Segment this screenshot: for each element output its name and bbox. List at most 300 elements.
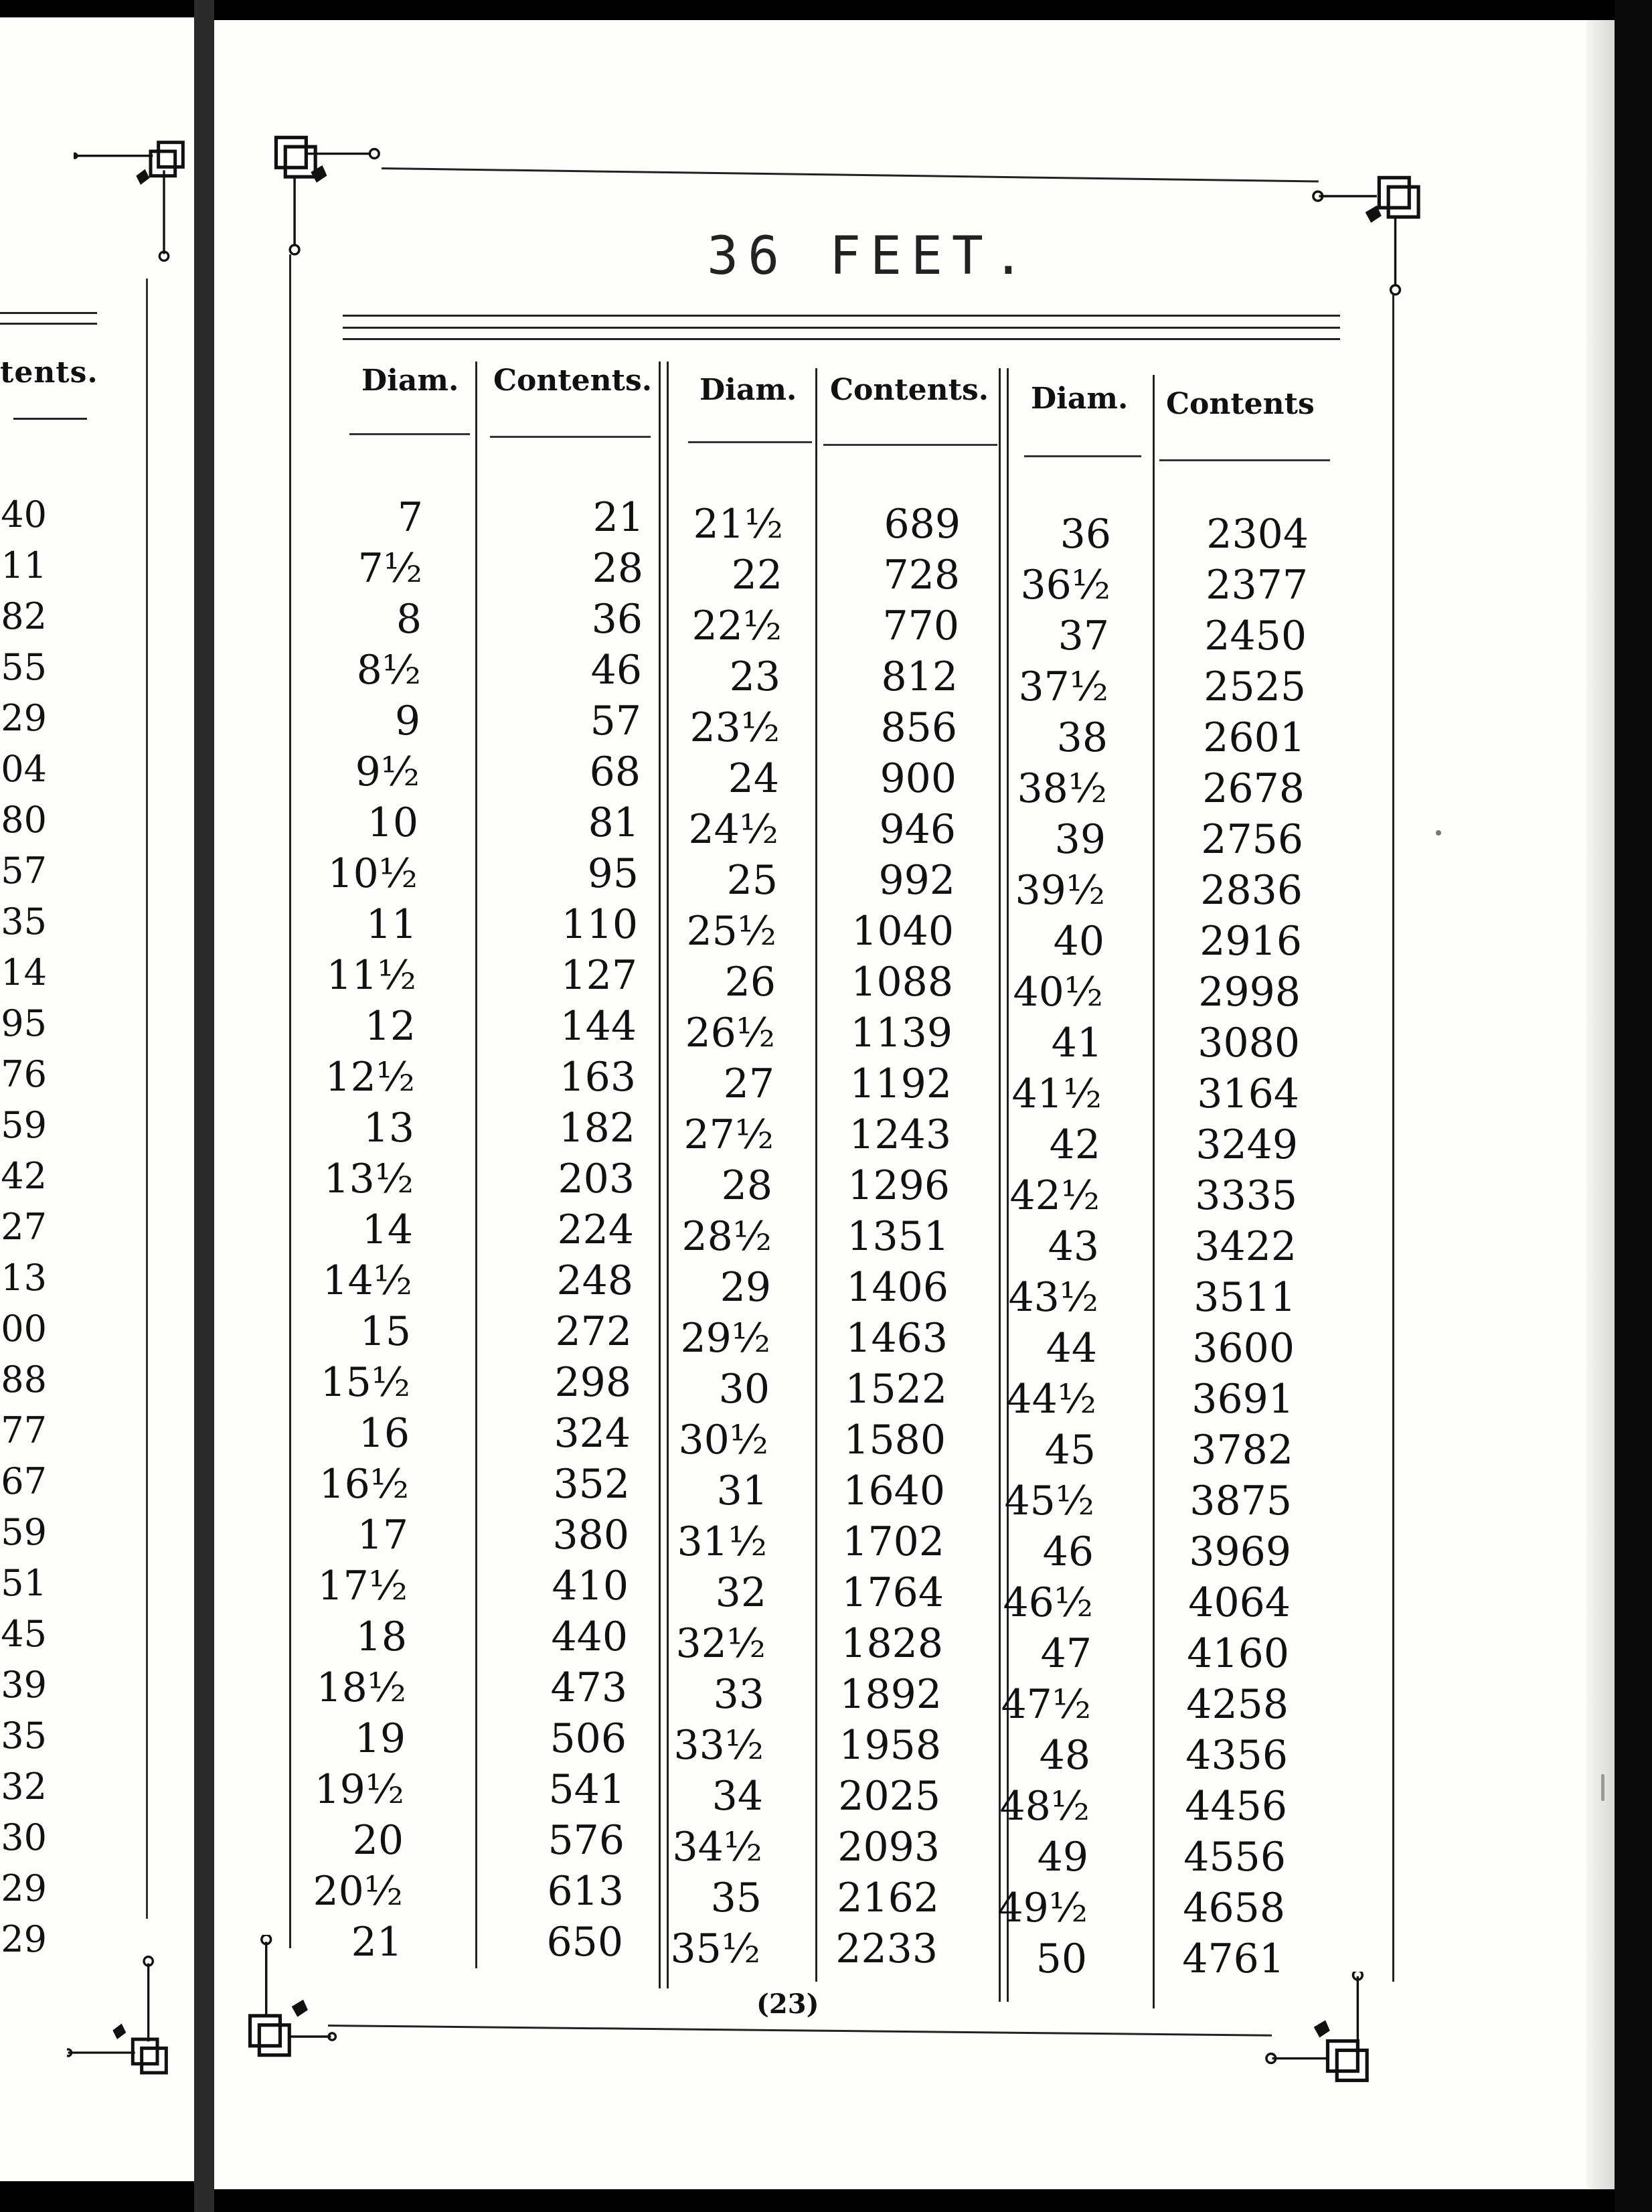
left-page-value: 80 — [1, 799, 47, 841]
contents-cell: 1243 — [849, 1111, 951, 1158]
left-page-value: 59 — [1, 1104, 47, 1146]
table-row — [1011, 611, 1325, 661]
left-page-value: 45 — [1, 1613, 47, 1655]
contents-cell: 410 — [552, 1563, 629, 1609]
scan-speck — [1436, 830, 1441, 836]
table-row — [343, 1001, 657, 1052]
diameter-cell: 38 — [1056, 714, 1108, 761]
table-row — [669, 1415, 997, 1466]
contents-cell: 3691 — [1191, 1376, 1294, 1423]
table-row — [669, 1669, 997, 1720]
page-number: (23) — [756, 1988, 819, 2020]
contents-cell: 473 — [550, 1664, 627, 1711]
contents-cell: 812 — [881, 653, 958, 700]
left-page-value: 77 — [1, 1409, 47, 1451]
left-page-value: 88 — [1, 1358, 47, 1401]
contents-cell: 46 — [590, 647, 642, 694]
left-page-value: 35 — [1, 900, 47, 943]
diameter-cell: 7 — [397, 494, 423, 541]
diameter-cell: 8 — [396, 596, 422, 643]
diameter-cell: 32½ — [675, 1620, 766, 1667]
table-rows — [313, 492, 657, 1968]
contents-cell: 3080 — [1197, 1020, 1300, 1066]
frame-left-line — [289, 254, 291, 1948]
table-row — [669, 1873, 997, 1923]
contents-cell: 2756 — [1201, 816, 1303, 863]
diameter-cell: 8½ — [356, 647, 421, 694]
table-row — [1011, 1069, 1325, 1119]
header-rule — [490, 436, 651, 438]
diameter-cell: 16½ — [319, 1461, 409, 1508]
contents-cell: 4064 — [1188, 1579, 1291, 1626]
contents-cell: 144 — [560, 1003, 637, 1050]
contents-cell: 3422 — [1194, 1223, 1297, 1270]
diameter-cell: 25 — [726, 857, 778, 904]
table-row — [1011, 1526, 1325, 1577]
table-row — [325, 1052, 657, 1103]
left-page-value: 14 — [1, 951, 47, 994]
contents-header: Contents. — [830, 373, 989, 407]
contents-cell: 57 — [590, 698, 641, 744]
left-page-value: 55 — [1, 646, 47, 688]
table-row — [669, 1262, 997, 1313]
table-row — [669, 1567, 997, 1618]
diameter-cell: 43½ — [1008, 1274, 1098, 1321]
corner-ornament-icon — [218, 1935, 338, 2062]
diameter-cell: 49½ — [997, 1885, 1088, 1931]
diameter-cell: 35 — [710, 1875, 762, 1921]
contents-cell: 1088 — [851, 959, 953, 1006]
table-row — [1011, 1221, 1325, 1272]
contents-cell: 1296 — [847, 1162, 950, 1209]
diam-header: Diam. — [361, 364, 459, 398]
table-row — [343, 492, 657, 543]
table-row — [669, 804, 997, 855]
contents-cell: 28 — [592, 545, 643, 592]
table-top-rule — [343, 327, 1340, 329]
diameter-cell: 48½ — [999, 1783, 1090, 1830]
left-page-value: 67 — [1, 1460, 47, 1502]
table-row — [669, 601, 997, 651]
diameter-cell: 23 — [729, 653, 780, 700]
left-page-value: 00 — [1, 1308, 47, 1350]
left-page-value: 76 — [1, 1053, 47, 1095]
table-row — [997, 1883, 1325, 1933]
contents-cell: 1040 — [851, 908, 954, 955]
diameter-cell: 37 — [1058, 613, 1109, 659]
diameter-cell: 15½ — [320, 1359, 410, 1406]
contents-cell: 298 — [554, 1359, 631, 1406]
contents-cell: 2162 — [837, 1875, 939, 1921]
table-top-rule — [343, 315, 1340, 317]
table-row — [1011, 560, 1325, 611]
header-rule — [1024, 455, 1141, 457]
table-row — [669, 1618, 997, 1669]
left-page-value: 13 — [1, 1257, 47, 1299]
table-row — [343, 1611, 657, 1662]
diameter-cell: 43 — [1048, 1223, 1099, 1270]
diameter-cell: 29½ — [680, 1315, 770, 1362]
diameter-cell: 19 — [354, 1715, 406, 1762]
contents-cell: 1522 — [845, 1366, 947, 1413]
diameter-cell: 24½ — [688, 806, 778, 853]
left-page-value: 27 — [1, 1206, 47, 1248]
table-row — [669, 1771, 997, 1822]
table-row — [319, 1459, 657, 1510]
table-row — [343, 645, 657, 696]
left-page — [0, 17, 194, 2181]
contents-cell: 203 — [558, 1156, 635, 1202]
diameter-cell: 42½ — [1009, 1172, 1100, 1219]
diameter-cell: 27 — [723, 1060, 774, 1107]
frame-right-line — [1392, 295, 1394, 1982]
diameter-cell: 12½ — [325, 1054, 415, 1101]
diameter-cell: 45 — [1044, 1427, 1096, 1474]
contents-cell: 324 — [554, 1410, 631, 1457]
contents-cell: 4556 — [1183, 1834, 1286, 1881]
table-row — [1001, 1679, 1325, 1730]
diameter-cell: 13 — [363, 1105, 414, 1152]
contents-cell: 4258 — [1186, 1681, 1289, 1728]
diameter-cell: 30½ — [678, 1417, 768, 1464]
diameter-cell: 31 — [716, 1468, 768, 1514]
contents-cell: 2678 — [1202, 765, 1305, 812]
table-row — [343, 543, 657, 594]
table-rows — [997, 509, 1325, 1984]
left-page-rule — [13, 418, 87, 420]
contents-cell: 1463 — [845, 1315, 948, 1362]
diameter-cell: 48 — [1039, 1732, 1090, 1779]
table-row — [1011, 1170, 1325, 1221]
contents-cell: 163 — [559, 1054, 636, 1101]
contents-cell: 4160 — [1187, 1630, 1289, 1677]
contents-cell: 182 — [558, 1105, 635, 1152]
left-page-value: 82 — [1, 595, 47, 637]
contents-cell: 1958 — [839, 1722, 941, 1769]
diameter-cell: 47 — [1040, 1630, 1092, 1677]
table-row — [343, 696, 657, 746]
table-row — [1011, 1425, 1325, 1476]
diameter-cell: 33 — [713, 1671, 764, 1718]
contents-cell: 3511 — [1193, 1274, 1296, 1321]
table-row — [669, 1160, 997, 1211]
contents-cell: 2093 — [837, 1824, 940, 1871]
contents-cell: 2377 — [1206, 562, 1308, 609]
diameter-cell: 13½ — [323, 1156, 414, 1202]
table-row — [313, 1866, 657, 1917]
diameter-cell: 50 — [1036, 1936, 1087, 1982]
contents-cell: 224 — [557, 1206, 634, 1253]
diameter-cell: 36½ — [1020, 562, 1110, 609]
diameter-cell: 42 — [1049, 1121, 1100, 1168]
table-column-group — [313, 348, 664, 1995]
table-row — [327, 848, 657, 899]
diameter-cell: 23½ — [689, 704, 780, 751]
table-row — [669, 957, 997, 1008]
table-row — [669, 1923, 997, 1974]
diameter-cell: 11 — [365, 901, 417, 948]
contents-cell: 352 — [553, 1461, 630, 1508]
contents-cell: 770 — [882, 603, 959, 649]
diameter-cell: 19½ — [314, 1766, 404, 1813]
left-page-frame-line — [146, 279, 148, 1919]
table-row — [1011, 1018, 1325, 1069]
diameter-cell: 18½ — [316, 1664, 406, 1711]
table-row — [1011, 1832, 1325, 1883]
table-row — [314, 1764, 657, 1815]
table-row — [669, 1720, 997, 1771]
contents-cell: 272 — [555, 1308, 632, 1355]
table-row — [1011, 916, 1325, 967]
corner-ornament-icon — [74, 131, 187, 265]
header-rule — [823, 444, 997, 446]
table-row — [669, 1058, 997, 1109]
contents-cell: 3164 — [1197, 1071, 1299, 1117]
table-row — [343, 1713, 657, 1764]
left-page-value: 11 — [1, 544, 47, 586]
corner-ornament-icon — [1312, 171, 1432, 298]
diameter-cell: 12 — [364, 1003, 416, 1050]
diameter-cell: 32 — [715, 1569, 766, 1616]
left-page-value: 30 — [1, 1816, 47, 1859]
page-edge — [1586, 20, 1615, 2189]
diameter-cell: 16 — [358, 1410, 410, 1457]
table-row — [669, 753, 997, 804]
column-divider — [667, 362, 669, 1988]
diameter-cell: 47½ — [1001, 1681, 1091, 1728]
table-column-group — [997, 348, 1339, 1995]
table-row — [1011, 967, 1325, 1018]
contents-cell: 856 — [880, 704, 957, 751]
contents-cell: 380 — [552, 1512, 629, 1559]
table-top-rule — [343, 338, 1340, 340]
contents-cell: 1764 — [841, 1569, 944, 1616]
contents-cell: 2450 — [1204, 613, 1307, 659]
contents-cell: 1351 — [847, 1213, 949, 1260]
contents-cell: 4761 — [1182, 1936, 1285, 1982]
diameter-cell: 28½ — [681, 1213, 772, 1260]
table-row — [1006, 1374, 1325, 1425]
contents-cell: 2998 — [1198, 969, 1301, 1016]
left-page-value: 29 — [1, 1867, 47, 1909]
contents-cell: 2916 — [1200, 918, 1302, 965]
contents-cell: 248 — [556, 1257, 633, 1304]
diameter-cell: 29 — [720, 1264, 771, 1311]
book-spine — [194, 0, 214, 2212]
diameter-cell: 9 — [394, 698, 420, 744]
contents-cell: 81 — [588, 799, 639, 846]
diameter-cell: 20 — [352, 1817, 404, 1864]
diameter-cell: 27½ — [683, 1111, 774, 1158]
contents-cell: 440 — [551, 1613, 628, 1660]
contents-cell: 2233 — [835, 1925, 938, 1972]
contents-cell: 506 — [550, 1715, 627, 1762]
contents-cell: 4356 — [1185, 1732, 1288, 1779]
diameter-cell: 38½ — [1017, 765, 1107, 812]
diameter-cell: 21 — [351, 1919, 402, 1966]
table-row — [669, 1516, 997, 1567]
table-row — [322, 1255, 657, 1306]
diameter-cell: 14 — [361, 1206, 413, 1253]
diameter-cell: 37½ — [1018, 663, 1108, 710]
diameter-cell: 30 — [718, 1366, 770, 1413]
contents-cell: 1892 — [839, 1671, 942, 1718]
table-row — [343, 1306, 657, 1357]
diameter-cell: 9½ — [355, 748, 420, 795]
diameter-cell: 11½ — [326, 952, 416, 999]
diameter-cell: 44 — [1046, 1325, 1097, 1372]
table-row — [326, 950, 657, 1001]
left-page-value: 42 — [1, 1155, 47, 1197]
table-row — [669, 1466, 997, 1516]
table-row — [343, 1408, 657, 1459]
left-page-value: 29 — [1, 697, 47, 739]
left-page-value: 39 — [1, 1664, 47, 1706]
diameter-cell: 17½ — [317, 1563, 408, 1609]
contents-cell: 1139 — [850, 1010, 953, 1056]
diameter-cell: 26½ — [685, 1010, 775, 1056]
contents-cell: 1406 — [846, 1264, 948, 1311]
table-row — [343, 1103, 657, 1154]
table-row — [1011, 1628, 1325, 1679]
contents-cell: 36 — [591, 596, 643, 643]
left-page-value: 40 — [1, 493, 47, 536]
left-page-value: 51 — [1, 1562, 47, 1604]
contents-cell: 2304 — [1206, 511, 1309, 558]
diameter-cell: 26 — [724, 959, 776, 1006]
diameter-cell: 45½ — [1004, 1478, 1094, 1524]
table-row — [669, 1364, 997, 1415]
table-row — [1011, 661, 1325, 712]
contents-cell: 728 — [883, 552, 960, 599]
column-divider — [659, 362, 661, 1988]
contents-cell: 4456 — [1185, 1783, 1287, 1830]
contents-cell: 1702 — [842, 1518, 944, 1565]
table-row — [1011, 763, 1325, 814]
table-row — [323, 1154, 657, 1204]
contents-cell: 946 — [879, 806, 956, 853]
table-row — [669, 1822, 997, 1873]
contents-cell: 900 — [880, 755, 957, 802]
diameter-cell: 21½ — [693, 501, 783, 548]
table-row — [669, 1008, 997, 1058]
diameter-cell: 18 — [355, 1613, 407, 1660]
table-rows — [669, 499, 997, 1974]
table-row — [343, 746, 657, 797]
table-row — [343, 797, 657, 848]
table-row — [343, 899, 657, 950]
table-row — [1011, 1933, 1325, 1984]
left-page-rule — [0, 323, 97, 325]
contents-cell: 689 — [884, 501, 961, 548]
left-page-value: 29 — [1, 1918, 47, 1960]
header-rule — [1159, 459, 1330, 461]
diameter-cell: 33½ — [673, 1722, 764, 1769]
table-row — [343, 1917, 657, 1968]
diameter-cell: 35½ — [670, 1925, 760, 1972]
corner-ornament-icon — [264, 131, 385, 258]
diameter-cell: 15 — [359, 1308, 411, 1355]
diameter-cell: 44½ — [1006, 1376, 1096, 1423]
contents-cell: 3969 — [1189, 1528, 1291, 1575]
contents-cell: 1640 — [843, 1468, 945, 1514]
diameter-cell: 31½ — [677, 1518, 767, 1565]
scan-speck — [1601, 1774, 1604, 1801]
table-row — [317, 1561, 657, 1611]
diameter-cell: 10½ — [327, 850, 418, 897]
contents-cell: 613 — [547, 1868, 624, 1915]
diameter-cell: 39½ — [1015, 867, 1105, 914]
left-page-value: 04 — [1, 748, 47, 790]
table-row — [1011, 1323, 1325, 1374]
diameter-cell: 24 — [728, 755, 779, 802]
diameter-cell: 22 — [731, 552, 782, 599]
diameter-cell: 39 — [1054, 816, 1106, 863]
contents-cell: 68 — [589, 748, 641, 795]
diameter-cell: 10 — [367, 799, 418, 846]
diameter-cell: 17 — [357, 1512, 408, 1559]
diameter-cell: 14½ — [322, 1257, 412, 1304]
column-divider — [999, 368, 1001, 2002]
table-row — [1008, 1272, 1325, 1323]
contents-cell: 127 — [560, 952, 637, 999]
contents-cell: 2836 — [1200, 867, 1303, 914]
diameter-cell: 28 — [721, 1162, 772, 1209]
table-column-group — [669, 348, 1004, 1995]
header-rule — [349, 433, 470, 435]
corner-ornament-icon — [67, 1952, 181, 2086]
diameter-cell: 49 — [1037, 1834, 1088, 1881]
table-row — [1003, 1577, 1325, 1628]
diameter-cell: 41½ — [1011, 1071, 1102, 1117]
column-divider — [1007, 368, 1009, 2002]
table-row — [669, 906, 997, 957]
contents-header: Contents — [1166, 387, 1315, 421]
page-title: 36 FEET. — [707, 226, 1034, 287]
diameter-cell: 40 — [1053, 918, 1104, 965]
table-row — [669, 651, 997, 702]
table-row — [669, 1109, 997, 1160]
contents-cell: 1192 — [849, 1060, 952, 1107]
left-page-value: 95 — [1, 1002, 47, 1044]
contents-cell: 4658 — [1183, 1885, 1285, 1931]
left-page-value: 59 — [1, 1511, 47, 1553]
contents-cell: 541 — [548, 1766, 625, 1813]
contents-cell: 992 — [878, 857, 955, 904]
diam-header: Diam. — [1031, 382, 1129, 416]
table-row — [669, 550, 997, 601]
table-row — [1011, 865, 1325, 916]
diameter-cell: 40½ — [1013, 969, 1103, 1016]
diameter-cell: 7½ — [357, 545, 422, 592]
table-row — [343, 1815, 657, 1866]
left-page-values — [0, 489, 47, 1965]
diameter-cell: 22½ — [691, 603, 782, 649]
contents-cell: 3600 — [1192, 1325, 1295, 1372]
table-row — [1011, 814, 1325, 865]
contents-cell: 95 — [587, 850, 639, 897]
diameter-cell: 34½ — [672, 1824, 762, 1871]
contents-cell: 2525 — [1204, 663, 1306, 710]
diameter-cell: 46½ — [1003, 1579, 1093, 1626]
contents-cell: 2025 — [838, 1773, 940, 1820]
table-row — [1004, 1476, 1325, 1526]
diameter-cell: 34 — [712, 1773, 763, 1820]
table-row — [999, 1781, 1325, 1832]
diameter-cell: 46 — [1042, 1528, 1094, 1575]
diameter-cell: 25½ — [686, 908, 776, 955]
table-row — [669, 1211, 997, 1262]
